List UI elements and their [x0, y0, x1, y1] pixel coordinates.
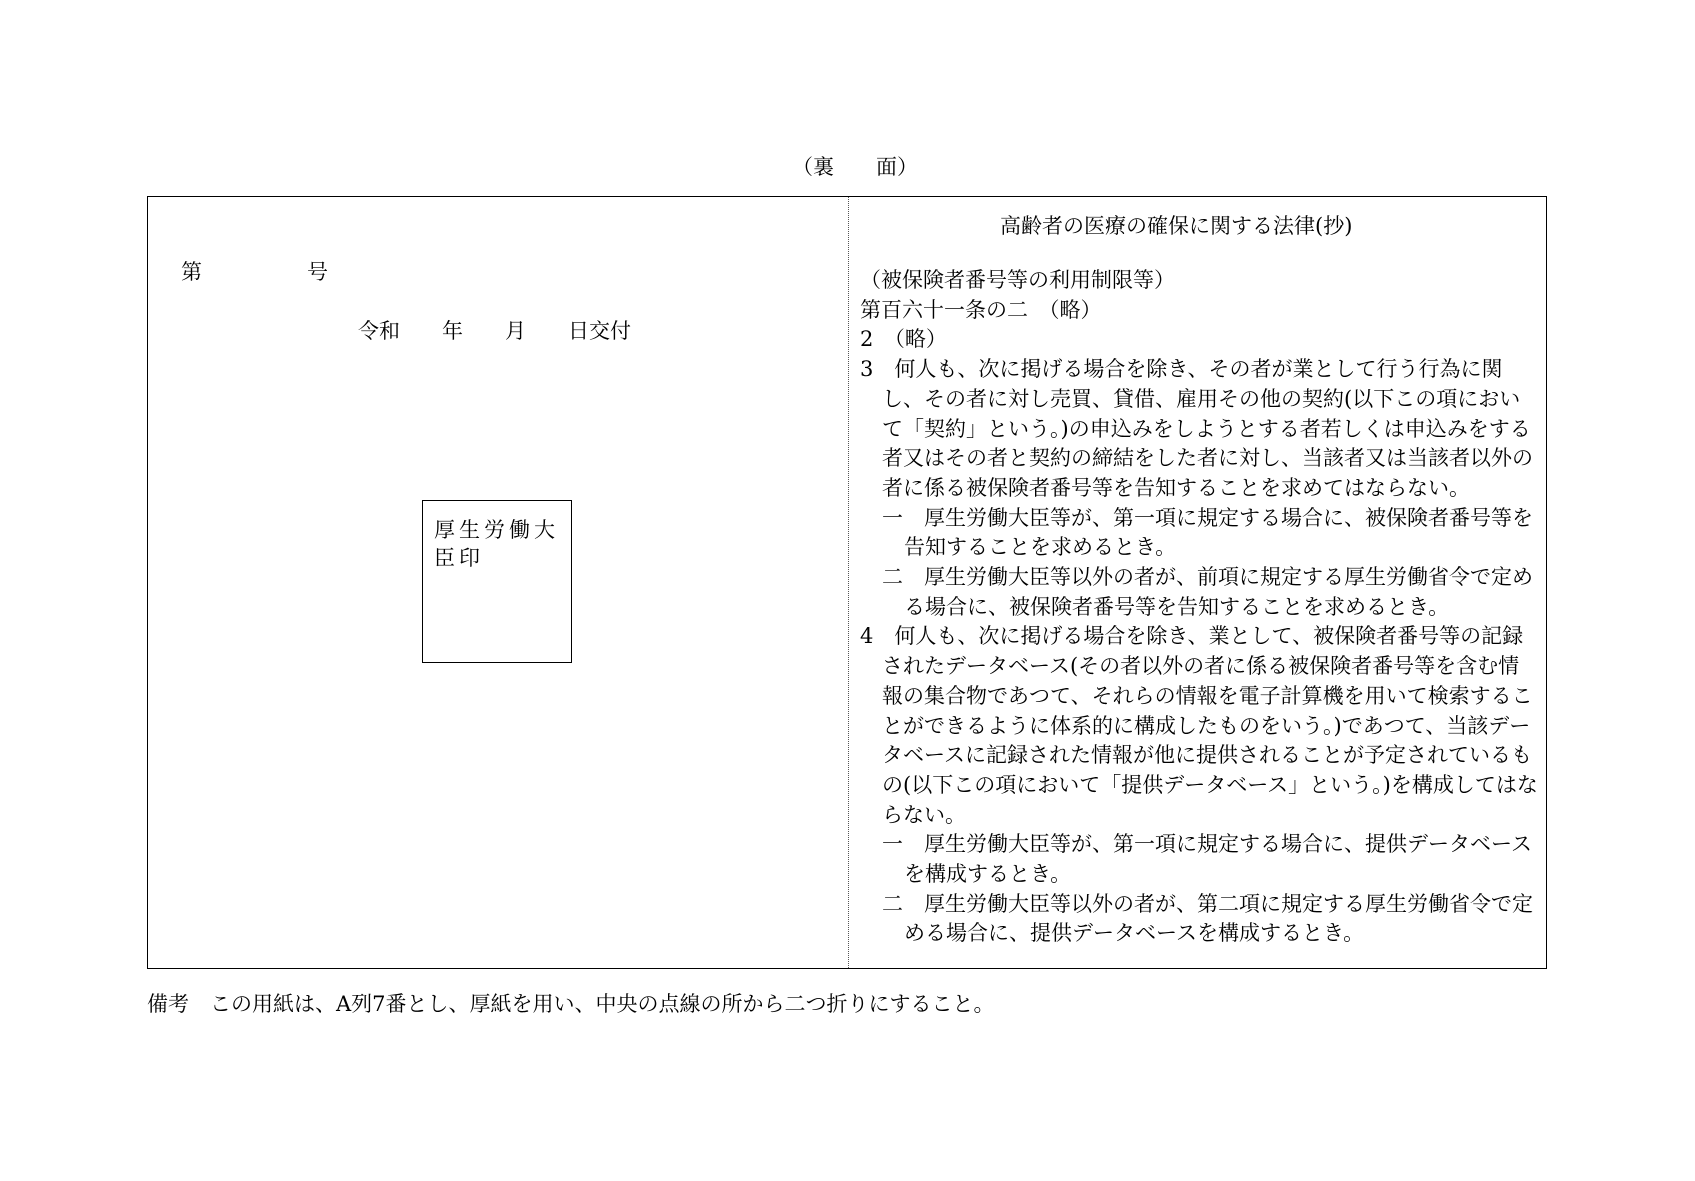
- paragraph-4-item-2: 二 厚生労働大臣等以外の者が、第二項に規定する厚生労働省令で定める場合に、提供データベースを構成するとき。: [882, 891, 1533, 946]
- paragraph-3: 3 何人も、次に掲げる場合を除き、その者が業として行う行為に関し、その者に対し売買、貸借、雇用その他の契約(以下この項において「契約」という。)の申込みをしようとする者若しくは申込みをする者又はその者と契約の締結をした者に対し、当該者又は当該者以外の者に係る被保険者番号等を告知することを求めてはならない。: [860, 357, 1533, 500]
- paragraph-4: 4 何人も、次に掲げる場合を除き、業として、被保険者番号等の記録されたデータベース(その者以外の者に係る被保険者番号等を含む情報の集合物であつて、それらの情報を電子計算機を用いて検索することができるように体系的に構成したものをいう。)であつて、当該データベースに記録された情報が他に提供されることが予定されているもの(以下この項において「提供データベース」という。)を構成してはならない。: [860, 624, 1538, 827]
- paragraph-4-item-1: 一 厚生労働大臣等が、第一項に規定する場合に、提供データベースを構成するとき。: [882, 832, 1532, 887]
- section-heading: （被保険者番号等の利用制限等）: [860, 268, 1175, 292]
- law-excerpt: [860, 266, 1540, 949]
- article-line: 第百六十一条の二 （略）: [860, 297, 1102, 322]
- fold-line: [848, 197, 849, 968]
- card-number-label: 第 号: [181, 260, 328, 284]
- paragraph-3-item-2: 二 厚生労働大臣等以外の者が、前項に規定する厚生労働省令で定める場合に、被保険者番号等を告知することを求めるとき。: [882, 565, 1533, 619]
- law-title: 高齢者の医療の確保に関する法律(抄): [1000, 214, 1353, 238]
- paragraph-3-item-1: 一 厚生労働大臣等が、第一項に規定する場合に、被保険者番号等を告知することを求めるとき。: [882, 505, 1533, 560]
- paragraph-2: 2 （略）: [860, 327, 947, 352]
- side-label: （裏 面）: [792, 155, 918, 179]
- minister-seal-text: 厚生労働大臣印: [434, 518, 559, 570]
- footnote: 備考 この用紙は、A列7番とし、厚紙を用い、中央の点線の所から二つ折りにすること。: [147, 992, 995, 1016]
- issue-date-line: 令和 年 月 日交付: [358, 319, 631, 343]
